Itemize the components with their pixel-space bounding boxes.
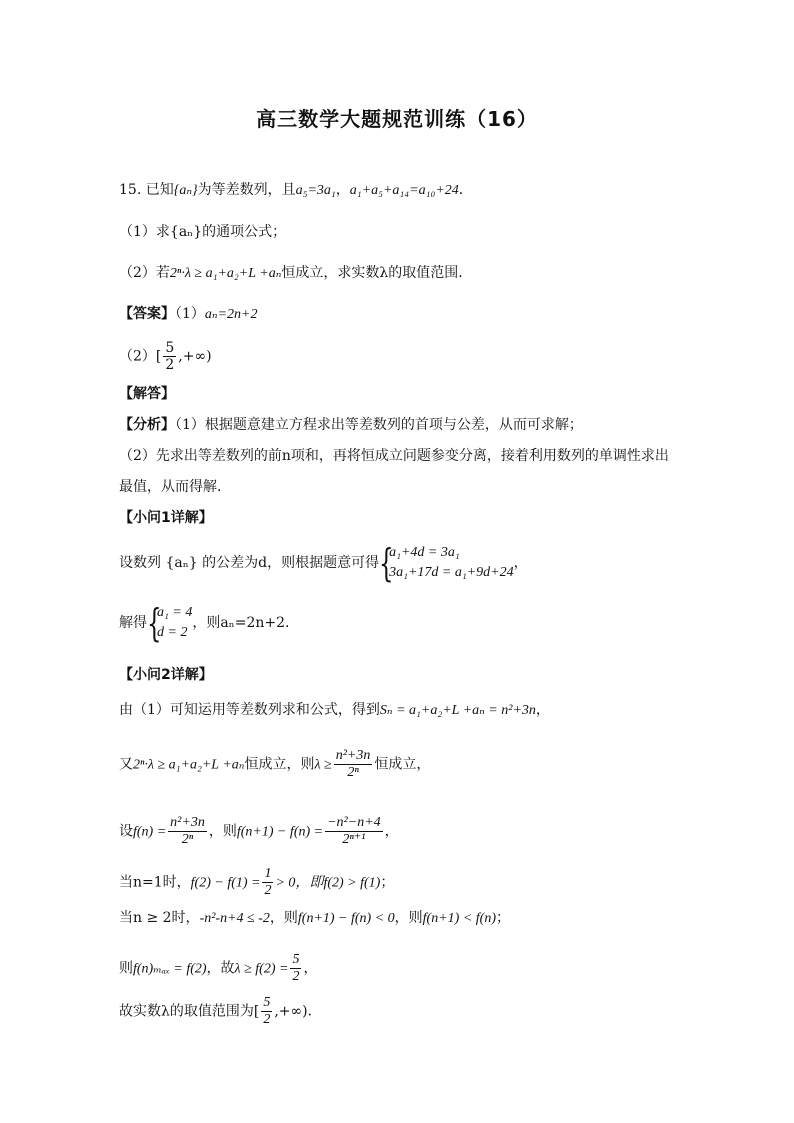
answer-2-prefix: （2）[ (119, 348, 162, 365)
part-1-text: 设数列 {aₙ} 的公差为d，则根据题意可得 (119, 555, 380, 571)
fraction (290, 952, 301, 985)
text: ； (496, 910, 510, 926)
bound-expr: -n²-n+4 ≤ -2 (199, 911, 270, 926)
text: 恒成立， (374, 756, 431, 773)
fraction-denominator: 2 (292, 969, 300, 984)
condition-1: a₅=3a₁ (295, 183, 336, 198)
text: 则 (119, 960, 133, 977)
question-2-prefix: （2）若 (119, 265, 170, 281)
part-2-line-4 (119, 866, 394, 899)
fraction-denominator: 2ⁿ (181, 832, 194, 847)
part-2-line-2 (119, 748, 430, 781)
solution-label: 【解答】 (119, 386, 175, 402)
left-brace: { (379, 541, 394, 585)
fraction (262, 866, 273, 899)
stem-text-1: 已知 (145, 182, 174, 198)
fraction (325, 815, 383, 848)
analysis-text-1: （1）根据题意建立方程求出等差数列的首项与公差，从而可求解； (175, 417, 583, 433)
fraction-denominator: 2ⁿ⁺¹ (342, 832, 366, 847)
text: 当n=1时， (119, 874, 191, 891)
analysis-line-3: 最值，从而得解． (119, 479, 231, 495)
fraction (334, 748, 373, 781)
difference-expr: f(n+1) − f(n) = (236, 824, 324, 840)
max-expr: f(n)ₘₐₓ = f(2) (133, 961, 207, 977)
system-equation-2: 3a₁+17d = a₁+9d+24 (389, 565, 514, 580)
analysis-label: 【分析】 (119, 417, 175, 433)
fraction (261, 995, 272, 1028)
solution-system (147, 603, 192, 643)
text: 又 (119, 756, 133, 773)
fraction-numerator: −n²−n+4 (327, 815, 381, 830)
fraction (168, 815, 207, 848)
answer-2-suffix: ,+∞) (178, 348, 212, 365)
question-2 (119, 263, 472, 284)
text: ，则 (269, 910, 298, 926)
text: ， (384, 823, 399, 840)
text: ， (303, 960, 318, 977)
fraction-denominator: 2 (263, 1012, 271, 1027)
answer-1-formula: aₙ=2n+2 (204, 307, 258, 322)
part-1-end: ， (513, 555, 528, 571)
condition-2: a₁+a₅+a₁₄=a₁₀+24 (349, 183, 459, 198)
part-2-label: 【小问2详解】 (119, 667, 213, 683)
lambda-bound: λ ≥ f(2) = (234, 961, 289, 977)
question-1: （1）求{aₙ}的通项公式； (119, 224, 287, 240)
stem-separator: ， (335, 182, 350, 198)
part-2-line-3 (119, 815, 399, 848)
text: ，则 (208, 823, 237, 840)
text: ， (535, 702, 550, 718)
inequality: 2ⁿ·λ ≥ a₁+a₂+L +aₙ (133, 757, 245, 773)
stem-text-2: 为等差数列，且 (197, 182, 296, 198)
comparison-result: f(2) > f(1) (323, 875, 381, 891)
text: ，故 (206, 960, 235, 977)
difference-expr: f(n+1) − f(n) < 0 (297, 911, 395, 926)
part-1-solve (119, 603, 299, 643)
fraction-numerator: n²+3n (170, 815, 205, 830)
fraction-denominator: 2 (264, 883, 272, 898)
fraction-numerator: 5 (165, 340, 175, 356)
sum-formula: Sₙ = a₁+a₂+L +aₙ = n²+3n (379, 703, 536, 718)
left-brace: { (147, 601, 162, 645)
part-1-result: ，则aₙ=2n+2． (192, 615, 300, 631)
answer-line-2 (119, 340, 212, 373)
text: ； (380, 874, 395, 891)
analysis-line-1 (119, 415, 583, 435)
text: ,+∞)． (274, 1003, 322, 1020)
part-2-line-1 (119, 700, 550, 721)
fraction-numerator: 1 (264, 866, 272, 881)
solution-value-2: d = 2 (157, 625, 188, 640)
text: 故实数λ的取值范围为[ (119, 1003, 260, 1020)
analysis-line-2: （2）先求出等差数列的前n项和，再将恒成立问题参变分离，接着利用数列的单调性求出 (119, 448, 669, 464)
fraction-numerator: 5 (292, 952, 300, 967)
text: ，则 (394, 910, 423, 926)
comparison: > 0，即 (275, 875, 324, 891)
question-2-suffix: 恒成立，求实数λ的取值范围． (281, 265, 473, 281)
fraction-numerator: n²+3n (335, 748, 371, 763)
part-2-line-5 (119, 908, 510, 929)
difference-expr: f(2) − f(1) = (190, 875, 261, 891)
problem-stem (119, 180, 473, 201)
fraction-denominator: 2ⁿ (347, 765, 359, 780)
monotonic-expr: f(n+1) < f(n) (422, 911, 496, 926)
question-2-inequality: 2ⁿ·λ ≥ a₁+a₂+L +aₙ (169, 266, 282, 281)
answer-label: 【答案】 (119, 306, 175, 322)
equation-system (379, 543, 514, 583)
solution-value-1: a₁ = 4 (157, 605, 193, 620)
fraction-numerator: 5 (263, 995, 271, 1010)
part-2-conclusion (119, 995, 322, 1028)
text: 设 (119, 823, 133, 840)
text: 恒成立，则 (244, 756, 315, 773)
lambda-bound: λ ≥ (314, 757, 332, 773)
page-title: 高三数学大题规范训练（16） (256, 107, 538, 131)
solve-label: 解得 (119, 615, 147, 631)
fraction-denominator: 2 (165, 357, 175, 373)
part-1-setup (119, 543, 528, 583)
stem-sequence: {aₙ} (173, 183, 198, 198)
part-2-line-6 (119, 952, 317, 985)
answer-2-fraction (163, 340, 176, 373)
text: 由（1）可知运用等差数列求和公式，得到 (119, 702, 380, 718)
function-def: f(n) = (133, 824, 167, 840)
part-1-label: 【小问1详解】 (119, 510, 213, 526)
problem-number: 15. (119, 182, 142, 198)
answer-1-prefix: （1） (175, 306, 205, 322)
stem-end: ． (458, 182, 473, 198)
answer-line-1 (119, 304, 258, 325)
text: 当n ≥ 2时， (119, 910, 200, 926)
system-equation-1: a₁+4d = 3a₁ (389, 545, 460, 560)
